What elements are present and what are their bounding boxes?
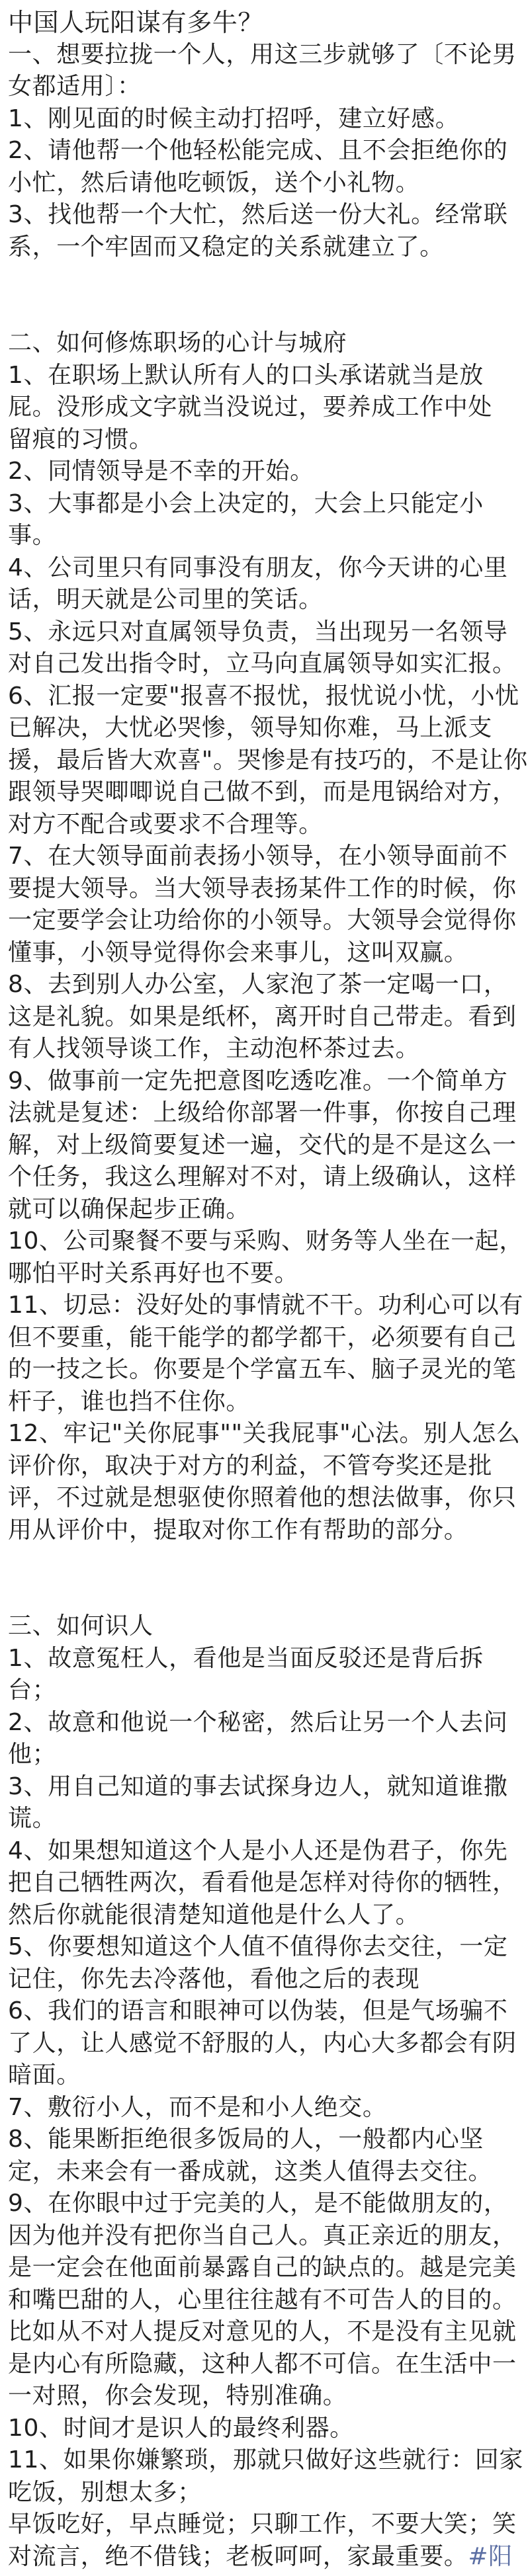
text-line: 要提大领导。当大领导表扬某件工作的时候，你 — [8, 874, 517, 902]
text-line: 谎。 — [8, 1805, 57, 1832]
text-line: 3、找他帮一个大忙，然后送一份大礼。经常联 — [8, 201, 508, 228]
text-line: 9、做事前一定先把意图吃透吃准。一个简单方 — [8, 1067, 508, 1095]
text-line: 一对照，你会发现，特别准确。 — [8, 2382, 347, 2409]
text-line: 7、在大领导面前表扬小领导，在小领导面前不 — [8, 843, 508, 870]
text-line: 已解决，大忧必哭惨，领导知你难，马上派支 — [8, 714, 493, 741]
text-line: 2、请他帮一个他轻松能完成、且不会拒绝你的 — [8, 137, 508, 164]
document-title: 中国人玩阳谋有多牛？ — [8, 8, 264, 37]
text-line: 是一定会在他面前暴露自己的缺点的。越是完美 — [8, 2254, 517, 2281]
text-line: 这是礼貌。如果是纸杯，离开时自己带走。看到 — [8, 1003, 517, 1030]
text-line: 9、在你眼中过于完美的人，是不能做朋友的， — [8, 2190, 508, 2217]
section-heading: 三、如何识人 — [8, 1612, 154, 1640]
text-line: 5、你要想知道这个人值不值得你去交往，一定 — [8, 1933, 508, 1960]
text-line: 一定要学会让功给你的小领导。大领导会觉得你 — [8, 907, 517, 934]
text-line: 1、在职场上默认所有人的口头承诺就当是放 — [8, 361, 484, 389]
text-line: 3、用自己知道的事去试探身边人，就知道谁撒 — [8, 1772, 508, 1800]
text-line: 1、刚见面的时候主动打招呼，建立好感。 — [8, 104, 460, 132]
text-line: 对自己发出指令时，立马向直属领导如实汇报。 — [8, 650, 517, 677]
text-line: 一、想要拉拢一个人，用这三步就够了〔不论男 — [8, 40, 517, 68]
text-line: 10、时间才是识人的最终利器。 — [8, 2414, 354, 2442]
text-line: 7、敷衍小人，而不是和小人绝交。 — [8, 2093, 387, 2121]
blank-line — [8, 296, 506, 328]
text-line: 10、公司聚餐不要与采购、财务等人坐在一起， — [8, 1227, 524, 1255]
section-1 — [8, 39, 517, 264]
text-line: 早饭吃好，早点睡觉；只聊工作，不要大笑；笑 — [8, 2511, 517, 2538]
text-line: 援，最后皆大欢喜"。哭惨是有技巧的，不是让你 — [8, 746, 528, 774]
text-line: 事。 — [8, 522, 57, 549]
text-line: 法就是复述：上级给你部署一件事，你按自己理 — [8, 1099, 517, 1126]
text-line: 因为他并没有把你当自己人。真正亲近的朋友， — [8, 2222, 517, 2249]
text-line: 屁。没形成文字就当没说过，要养成工作中处 — [8, 394, 493, 421]
blank-line — [8, 1546, 506, 1579]
text-line: 哪怕平时关系再好也不要。 — [8, 1259, 299, 1287]
text-line: 和嘴巴甜的人，心里往往越有不可告人的目的。 — [8, 2286, 517, 2313]
text-line: 比如从不对人提反对意见的人，不是没有主见就 — [8, 2318, 517, 2345]
text-line: 4、公司里只有同事没有朋友，你今天讲的心里 — [8, 554, 508, 581]
last-text-line — [8, 2541, 513, 2573]
text-line: 3、大事都是小会上决定的，大会上只能定小 — [8, 489, 484, 517]
text-line: 12、牢记"关你屁事""关我屁事"心法。别人怎么 — [8, 1420, 521, 1447]
text-line: 的一技之长。你要是个学富五车、脑子灵光的笔 — [8, 1356, 517, 1383]
text-line: 跟领导哭唧唧说自己做不到，而是甩锅给对方， — [8, 778, 517, 806]
text-line: 11、切忌：没好处的事情就不干。功利心可以有 — [8, 1292, 524, 1319]
text-line: 了人，让人感觉不舒服的人，内心大多都会有阴 — [8, 2029, 517, 2057]
text-line: 但不要重，能干能学的都学都干，必须要有自己 — [8, 1323, 517, 1351]
text-line: 定，未来会有一番成就，这类人值得去交往。 — [8, 2157, 493, 2185]
section-3 — [8, 1610, 524, 2573]
text-line: 留痕的习惯。 — [8, 425, 154, 453]
text-line: 2、故意和他说一个秘密，然后让另一个人去问 — [8, 1708, 508, 1736]
blank-line — [8, 263, 506, 296]
text-line: 女都适用〕： — [8, 73, 142, 100]
text-line: 8、去到别人办公室，人家泡了茶一定喝一口， — [8, 971, 508, 998]
text-line: 杆子，谁也挡不住你。 — [8, 1388, 251, 1415]
text-line: 个任务，我这么理解对不对，请上级确认，这样 — [8, 1163, 517, 1190]
text-line: 暗面。 — [8, 2061, 81, 2089]
text-line: 话，明天就是公司里的笑话。 — [8, 586, 323, 613]
text-line: 1、故意冤枉人，看他是当面反驳还是背后拆 — [8, 1644, 484, 1672]
text-line: 是内心有所隐藏，这种人都不可信。在生活中一 — [8, 2350, 517, 2378]
blank-line — [8, 1579, 506, 1611]
last-line-text: 对流言，绝不借钱；老板呵呵，家最重要。 — [8, 2542, 468, 2570]
text-line: 6、我们的语言和眼神可以伪装，但是气场骗不 — [8, 1997, 508, 2024]
text-line: 小忙，然后请他吃顿饭，送个小礼物。 — [8, 169, 420, 196]
text-line: 解，对上级简要复述一遍，交代的是不是这么一 — [8, 1131, 517, 1159]
text-line: 2、同情领导是不幸的开始。 — [8, 458, 314, 485]
text-line: 他； — [8, 1741, 57, 1768]
text-line: 然后你就能很清楚知道他是什么人了。 — [8, 1901, 420, 1929]
text-line: 用从评价中，提取对你工作有帮助的部分。 — [8, 1516, 468, 1544]
text-line: 11、如果你嫌繁琐，那就只做好这些就行：回家 — [8, 2446, 524, 2473]
hashtag-link[interactable]: #阳 — [468, 2542, 513, 2570]
text-line: 吃饭，别想太多； — [8, 2478, 202, 2506]
text-line: 就可以确保起步正确。 — [8, 1195, 251, 1223]
text-line: 有人找领导谈工作，主动泡杯茶过去。 — [8, 1035, 420, 1062]
text-line: 对方不配合或要求不合理等。 — [8, 810, 323, 838]
text-line: 6、汇报一定要"报喜不报忧，报忧说小忧，小忧 — [8, 682, 519, 710]
text-line: 评，不过就是想驱使你照着他的想法做事，你只 — [8, 1484, 517, 1511]
section-2 — [8, 327, 528, 1546]
text-line: 懂事，小领导觉得你会来事儿，这叫双赢。 — [8, 938, 468, 966]
text-line: 台； — [8, 1677, 57, 1704]
text-line: 5、永远只对直属领导负责，当出现另一名领导 — [8, 618, 508, 645]
text-line: 4、如果想知道这个人是小人还是伪君子，你先 — [8, 1837, 508, 1864]
text-line: 评价你，取决于对方的利益，不管夸奖还是批 — [8, 1452, 493, 1479]
text-line: 8、能果断拒绝很多饭局的人，一般都内心坚 — [8, 2126, 484, 2153]
section-heading: 二、如何修炼职场的心计与城府 — [8, 329, 347, 356]
text-line: 把自己牺牲两次，看看他是怎样对待你的牺牲， — [8, 1869, 517, 1896]
text-line: 系，一个牢固而又稳定的关系就建立了。 — [8, 233, 444, 261]
text-line: 记住，你先去冷落他，看他之后的表现 — [8, 1965, 420, 1993]
